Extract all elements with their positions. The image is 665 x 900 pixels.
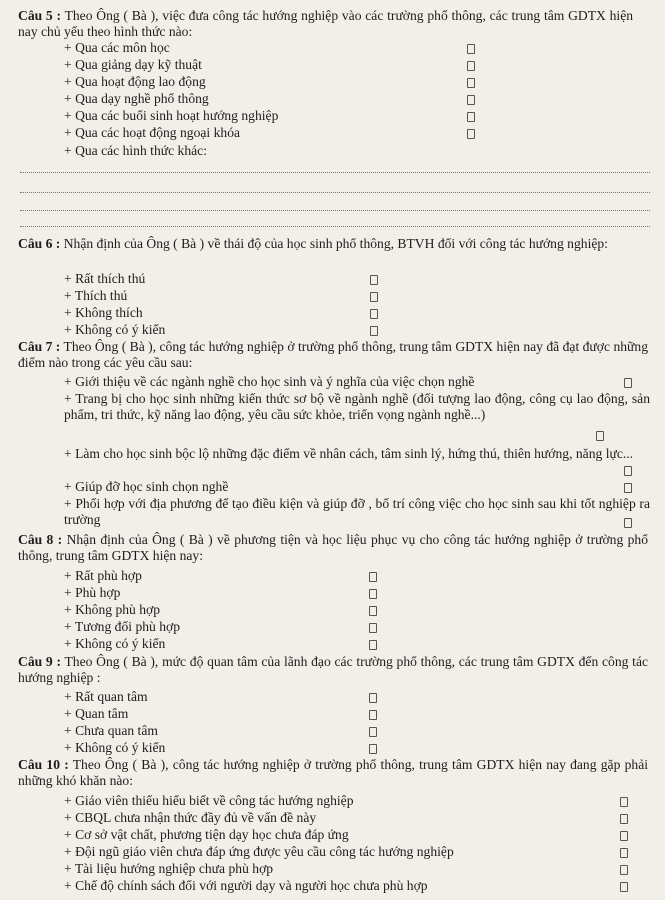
q6-option-2: + Thích thú [64, 288, 128, 303]
question-8 [18, 532, 648, 565]
q10-checkbox-5[interactable] [620, 865, 628, 875]
question-5-text: Theo Ông ( Bà ), việc đưa công tác hướng nghiệp vào các trường phổ thông, các trung tâm GDTX hiện nay chủ yếu theo hình thức nào: [18, 8, 634, 40]
q5-checkbox-5[interactable] [467, 112, 475, 122]
q5-option-3: + Qua hoạt động lao động [64, 74, 206, 89]
q8-checkbox-2[interactable] [369, 589, 377, 599]
question-6 [18, 236, 648, 252]
q8-checkbox-3[interactable] [369, 606, 377, 616]
q10-option-3: + Cơ sở vật chất, phương tiện dạy học chưa đáp ứng [64, 827, 349, 842]
question-6-text: Nhận định của Ông ( Bà ) về thái độ của học sinh phổ thông, BTVH đối với công tác hướng nghiệp: [63, 236, 608, 251]
q9-checkbox-2[interactable] [369, 710, 377, 720]
q5-checkbox-1[interactable] [467, 44, 475, 54]
q5-option-4: + Qua dạy nghề phổ thông [64, 91, 209, 106]
question-9-number: Câu 9 : [18, 654, 61, 669]
q7-option-2: + Trang bị cho học sinh những kiến thức sơ bộ về ngành nghề (đối tượng lao động, công cụ lao động, sản phẩm, tri thức, kỹ năng lao động, yêu cầu sức khỏe, triển vọng ngành nghề...) [64, 391, 650, 423]
q7-checkbox-3[interactable] [624, 466, 632, 476]
q10-option-4: + Đội ngũ giáo viên chưa đáp ứng được yêu cầu công tác hướng nghiệp [64, 844, 454, 859]
q5-option-6: + Qua các hoạt động ngoại khóa [64, 125, 241, 140]
question-10-number: Câu 10 : [18, 757, 69, 772]
q7-checkbox-1[interactable] [624, 378, 632, 388]
question-10-text: Theo Ông ( Bà ), công tác hướng nghiệp ở trường phổ thông, trung tâm GDTX hiện nay đang gặp phải những khó khăn nào: [18, 757, 649, 789]
q10-checkbox-4[interactable] [620, 848, 628, 858]
q10-option-2: + CBQL chưa nhận thức đầy đủ về vấn đề này [64, 810, 317, 825]
q6-checkbox-4[interactable] [370, 326, 378, 336]
q9-option-4: + Không có ý kiến [64, 740, 166, 755]
q10-option-5: + Tài liệu hướng nghiệp chưa phù hợp [64, 861, 274, 876]
q5-option-7: + Qua các hình thức khác: [64, 143, 207, 158]
question-9-text: Theo Ông ( Bà ), mức độ quan tâm của lãnh đạo các trường phổ thông, các trung tâm GDTX đến công tác hướng nghiệp : [18, 654, 649, 686]
q6-option-3: + Không thích [64, 305, 143, 320]
q7-option-3: + Làm cho học sinh bộc lộ những đặc điểm về nhân cách, tâm sinh lý, hứng thú, thiên hướng, năng lực... [64, 446, 634, 461]
q5-option-5: + Qua các buổi sinh hoạt hướng nghiệp [64, 108, 279, 123]
q9-option-3: + Chưa quan tâm [64, 723, 158, 738]
q6-checkbox-1[interactable] [370, 275, 378, 285]
answer-line[interactable] [20, 210, 650, 211]
q10-option-6: + Chế độ chính sách đối với người dạy và người học chưa phù hợp [64, 878, 428, 893]
q9-checkbox-3[interactable] [369, 727, 377, 737]
question-9 [18, 654, 648, 687]
question-7 [18, 339, 648, 372]
q7-option-5: + Phối hợp với địa phương để tạo điều kiện và giúp đỡ , bố trí công việc cho học sinh sau khi tốt nghiệp ra trường [64, 496, 650, 528]
q6-checkbox-3[interactable] [370, 309, 378, 319]
answer-line[interactable] [20, 226, 650, 227]
q8-option-2: + Phù hợp [64, 585, 121, 600]
q6-checkbox-2[interactable] [370, 292, 378, 302]
q6-option-1: + Rất thích thú [64, 271, 146, 286]
question-6-number: Câu 6 : [18, 236, 61, 251]
q7-checkbox-5[interactable] [624, 518, 632, 528]
q8-option-3: + Không phù hợp [64, 602, 161, 617]
q5-option-1: + Qua các môn học [64, 40, 170, 55]
q5-checkbox-4[interactable] [467, 95, 475, 105]
q10-checkbox-6[interactable] [620, 882, 628, 892]
q5-checkbox-2[interactable] [467, 61, 475, 71]
answer-line[interactable] [20, 192, 650, 193]
q9-checkbox-4[interactable] [369, 744, 377, 754]
question-5 [18, 8, 633, 41]
q7-option-4: + Giúp đỡ học sinh chọn nghề [64, 479, 229, 494]
q8-option-5: + Không có ý kiến [64, 636, 166, 651]
q7-checkbox-4[interactable] [624, 483, 632, 493]
q10-option-1: + Giáo viên thiếu hiểu biết về công tác hướng nghiệp [64, 793, 354, 808]
q5-checkbox-3[interactable] [467, 78, 475, 88]
q5-option-2: + Qua giảng dạy kỹ thuật [64, 57, 202, 72]
q8-checkbox-1[interactable] [369, 572, 377, 582]
question-8-text: Nhận định của Ông ( Bà ) về phương tiện và học liệu phục vụ cho công tác hướng nghiệp ở trường phổ thông, trung tâm GDTX hiện nay: [18, 532, 649, 564]
q8-checkbox-4[interactable] [369, 623, 377, 633]
q8-checkbox-5[interactable] [369, 640, 377, 650]
q7-option-1: + Giới thiệu về các ngành nghề cho học sinh và ý nghĩa của việc chọn nghề [64, 374, 475, 389]
answer-line[interactable] [20, 172, 650, 173]
q10-checkbox-3[interactable] [620, 831, 628, 841]
q9-option-2: + Quan tâm [64, 706, 129, 721]
q10-checkbox-2[interactable] [620, 814, 628, 824]
question-8-number: Câu 8 : [18, 532, 63, 547]
question-7-text: Theo Ông ( Bà ), công tác hướng nghiệp ở trường phổ thông, trung tâm GDTX hiện nay đã đạt được những điểm nào trong các yêu cầu sau: [18, 339, 648, 371]
question-7-number: Câu 7 : [18, 339, 61, 354]
q10-checkbox-1[interactable] [620, 797, 628, 807]
question-5-number: Câu 5 : [18, 8, 62, 23]
q6-option-4: + Không có ý kiến [64, 322, 166, 337]
q9-checkbox-1[interactable] [369, 693, 377, 703]
q8-option-4: + Tương đối phù hợp [64, 619, 181, 634]
question-10 [18, 757, 648, 790]
q8-option-1: + Rất phù hợp [64, 568, 142, 583]
q5-checkbox-6[interactable] [467, 129, 475, 139]
q9-option-1: + Rất quan tâm [64, 689, 148, 704]
q7-checkbox-2[interactable] [596, 431, 604, 441]
